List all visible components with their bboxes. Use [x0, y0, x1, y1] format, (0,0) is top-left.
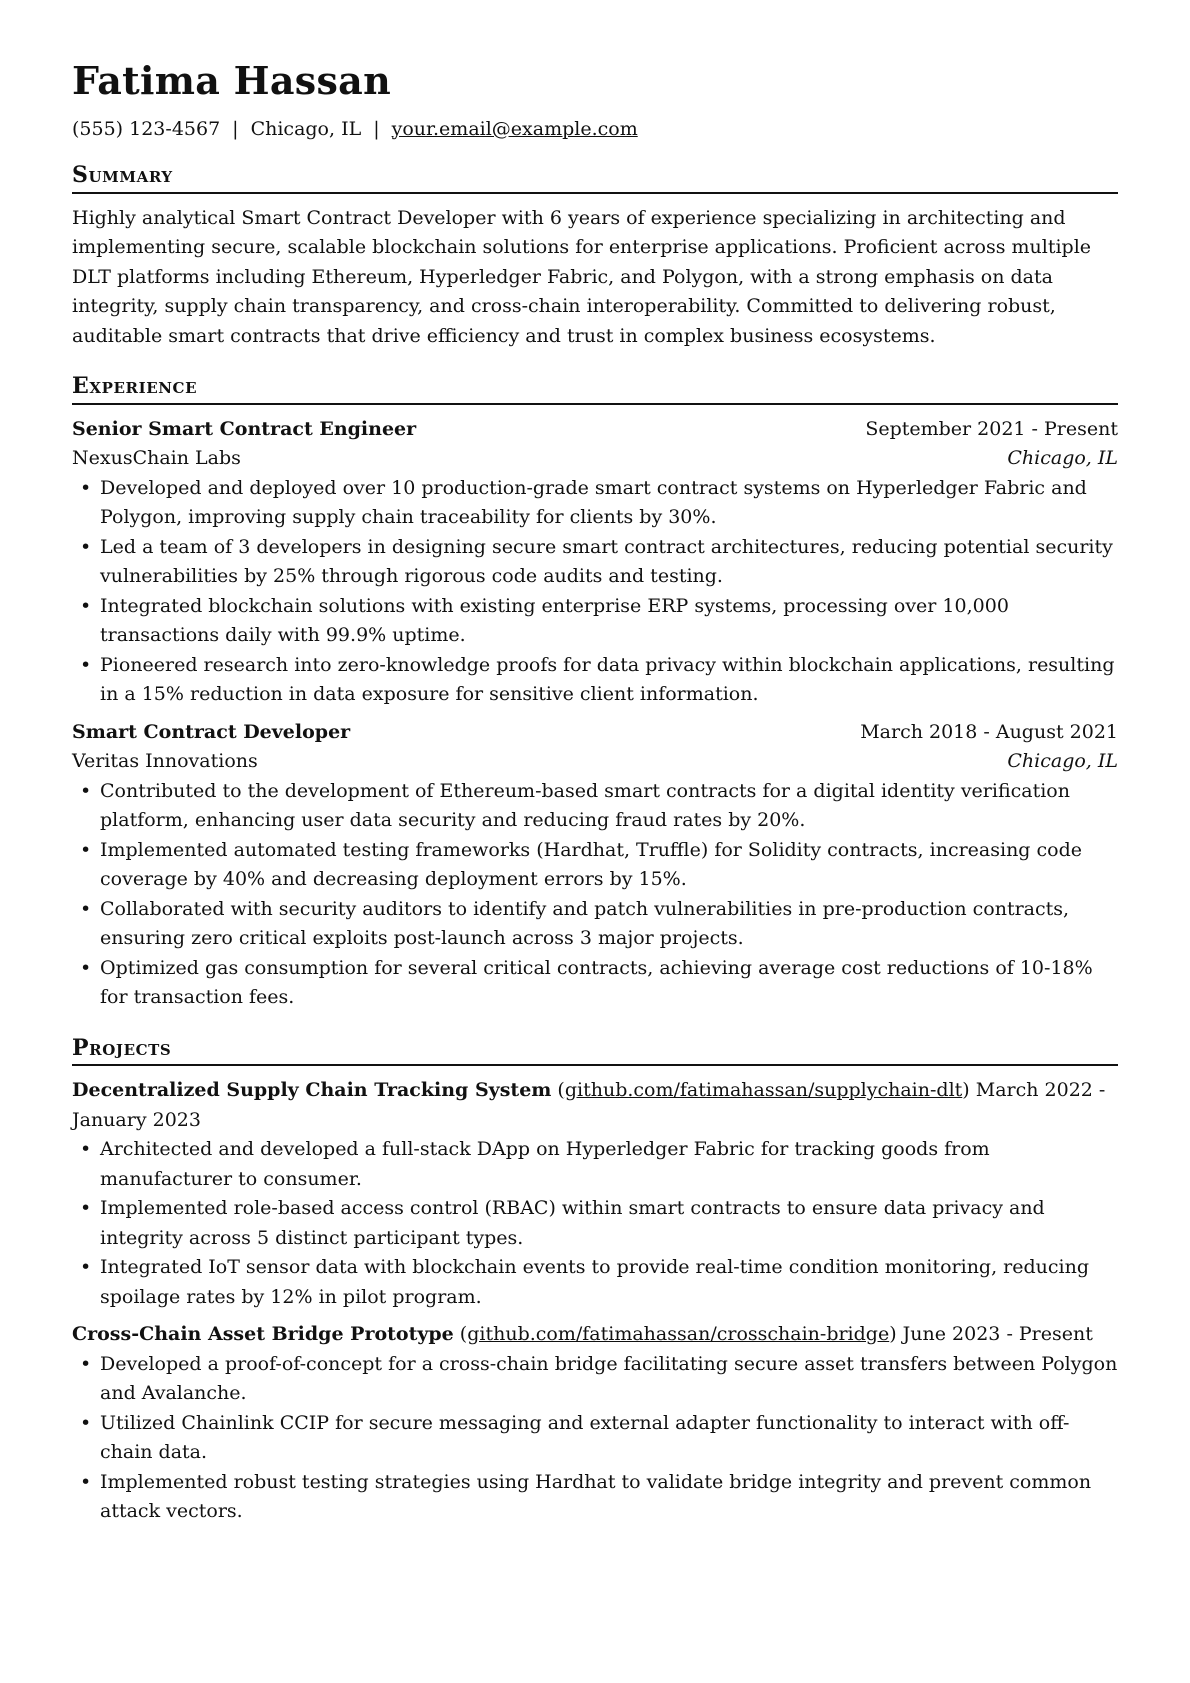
bullet-item: • Utilized Chainlink CCIP for secure messaging and external adapter functionality to interact with off-chain data. — [72, 1409, 1118, 1468]
job-dates: September 2021 - Present — [865, 417, 1118, 440]
email-link[interactable]: your.email@example.com — [391, 117, 638, 140]
bullet-item: • Implemented automated testing frameworks (Hardhat, Truffle) for Solidity contracts, increasing code coverage by 40% and decreasing deployment errors by 15%. — [72, 836, 1118, 895]
project-dates: June 2023 - Present — [902, 1323, 1093, 1346]
bullet-item: • Collaborated with security auditors to identify and patch vulnerabilities in pre-production contracts, ensuring zero critical exploits post-launch across 3 major projects. — [72, 895, 1118, 954]
job-title: Smart Contract Developer — [72, 720, 351, 743]
projects-heading: Projects — [72, 1035, 1118, 1066]
job-title: Senior Smart Contract Engineer — [72, 417, 417, 440]
bullet-item: • Optimized gas consumption for several critical contracts, achieving average cost reductions of 10-18% for transaction fees. — [72, 954, 1118, 1013]
contact-separator: | — [232, 117, 239, 140]
project-bullets — [72, 1135, 1118, 1312]
summary-heading: Summary — [72, 162, 1118, 193]
bullet-item: • Architected and developed a full-stack DApp on Hyperledger Fabric for tracking goods from manufacturer to consumer. — [72, 1135, 1118, 1194]
company-name: Veritas Innovations — [72, 750, 258, 773]
job-bullets — [72, 474, 1118, 710]
contact-line — [72, 118, 1118, 141]
project-entry: Cross-Chain Asset Bridge Prototype (github.com/fatimahassan/crosschain-bridge) June 2023 - Present • Developed a proof-of-concept for a cross-chain bridge facilitating secure asset transfers between Polygon and Avalanche. • Utilized Chainlink CCIP for secure messaging and external adapter functionality to interact with off-chain data. • Implemented robust testing strategies using Hardhat to validate bridge integrity and prevent common attack vectors. — [72, 1320, 1118, 1527]
job-location: Chicago, IL — [1007, 750, 1118, 773]
summary-text: Highly analytical Smart Contract Developer with 6 years of experience specializing in architecting and implementing secure, scalable blockchain solutions for enterprise applications. Proficient across multiple DLT platforms including Ethereum, Hyperledger Fabric, and Polygon, with a strong emphasis on data integrity, supply chain transparency, and cross-chain interoperability. Committed to delivering robust, auditable smart contracts that drive efficiency and trust in complex business ecosystems. — [72, 206, 1092, 347]
project-dates: March 2022 - January 2023 — [72, 1079, 1106, 1131]
job-entry — [72, 415, 1118, 710]
bullet-item: • Pioneered research into zero-knowledge proofs for data privacy within blockchain applications, resulting in a 15% reduction in data exposure for sensitive client information. — [72, 651, 1118, 710]
phone-number: (555) 123-4567 — [72, 117, 221, 140]
job-location: Chicago, IL — [1007, 447, 1118, 470]
company-name: NexusChain Labs — [72, 447, 241, 470]
project-title: Cross-Chain Asset Bridge Prototype — [72, 1323, 454, 1346]
job-bullets — [72, 777, 1118, 1013]
bullet-item: • Implemented role-based access control (RBAC) within smart contracts to ensure data privacy and integrity across 5 distinct participant types. — [72, 1194, 1118, 1253]
bullet-item: • Integrated IoT sensor data with blockchain events to provide real-time condition monitoring, reducing spoilage rates by 12% in pilot program. — [72, 1253, 1118, 1312]
job-dates: March 2018 - August 2021 — [860, 720, 1118, 743]
location-text: Chicago, IL — [250, 117, 362, 140]
project-link[interactable]: github.com/fatimahassan/crosschain-bridge — [467, 1323, 890, 1346]
bullet-item: • Developed a proof-of-concept for a cross-chain bridge facilitating secure asset transfers between Polygon and Avalanche. — [72, 1350, 1118, 1409]
bullet-item: • Integrated blockchain solutions with existing enterprise ERP systems, processing over 10,000 transactions daily with 99.9% uptime. — [72, 592, 1118, 651]
bullet-item: • Led a team of 3 developers in designing secure smart contract architectures, reducing potential security vulnerabilities by 25% through rigorous code audits and testing. — [72, 533, 1118, 592]
job-entry — [72, 718, 1118, 1013]
project-link[interactable]: github.com/fatimahassan/supplychain-dlt — [564, 1079, 963, 1102]
bullet-item: • Contributed to the development of Ethereum-based smart contracts for a digital identity verification platform, enhancing user data security and reducing fraud rates by 20%. — [72, 777, 1118, 836]
bullet-item: • Developed and deployed over 10 production-grade smart contract systems on Hyperledger Fabric and Polygon, improving supply chain traceability for clients by 30%. — [72, 474, 1118, 533]
experience-heading: Experience — [72, 373, 1118, 404]
project-bullets — [72, 1350, 1118, 1527]
candidate-name: Fatima Hassan — [72, 58, 392, 103]
contact-separator: | — [373, 117, 380, 140]
bullet-item: • Implemented robust testing strategies using Hardhat to validate bridge integrity and prevent common attack vectors. — [72, 1468, 1118, 1527]
project-entry: Decentralized Supply Chain Tracking System (github.com/fatimahassan/supplychain-dlt) March 2022 - January 2023 • Architected and developed a full-stack DApp on Hyperledger Fabric for tracking goods from manufacturer to consumer. • Implemented role-based access control (RBAC) within smart contracts to ensure data privacy and integrity across 5 distinct participant types. • Integrated IoT sensor data with blockchain events to provide real-time condition monitoring, reducing spoilage rates by 12% in pilot program. — [72, 1076, 1118, 1312]
project-title: Decentralized Supply Chain Tracking System — [72, 1079, 552, 1102]
